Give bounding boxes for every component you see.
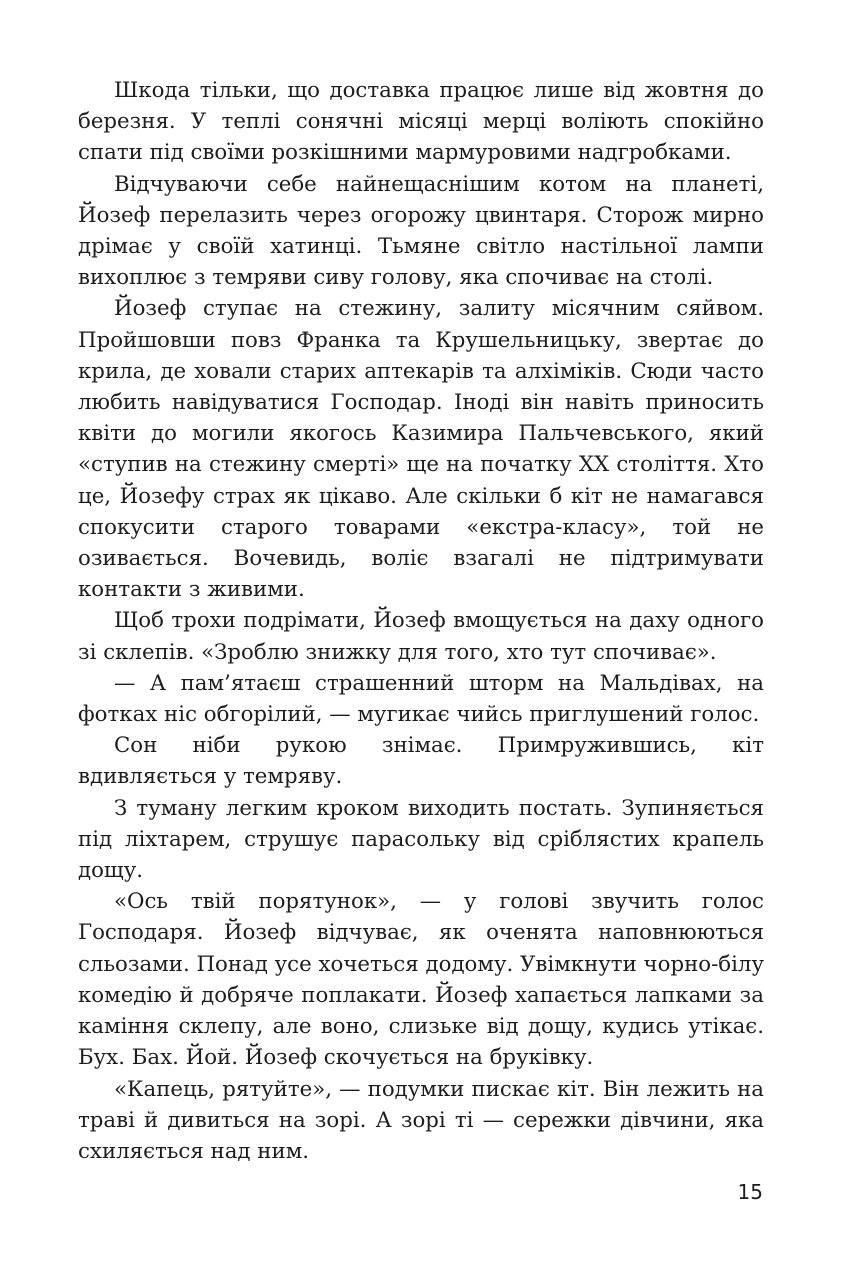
paragraph: Шкода тільки, що доставка працює лише від жовтня до березня. У теплі сонячні місяці мерці воліють спокійно спати під своїми розкішними мармуровими надгробками. (78, 78, 764, 166)
page-number: 15 (737, 1180, 763, 1204)
body-text (78, 75, 764, 1167)
paragraph: Відчуваючи себе найнещаснішим котом на планеті, Йозеф перелазить через огорожу цвинтаря. Сторож мирно дрімає у своїй хатинці. Тьмяне світло настільної лампи вихоплює з темряви сиву голову, яка спочиває на столі. (78, 171, 764, 291)
paragraph: «Ось твій порятунок», — у голові звучить голос Господаря. Йозеф відчуває, як оченята наповнюються сльозами. Понад усе хочеться додому. Увімкнути чорно-білу комедію й добряче поплакати. Йозеф хапається лапками за каміння склепу, але воно, слизьке від дощу, кудись утікає. Бух. Бах. Йой. Йозеф скочується на бруківку. (78, 889, 764, 1071)
paragraph: Щоб трохи подрімати, Йозеф вмощується на даху одного зі склепів. «Зроблю знижку для того, хто тут спочиває». (78, 608, 764, 665)
paragraph: «Капець, рятуйте», — подумки пискає кіт. Він лежить на траві й дивиться на зорі. А зорі ті — сережки дівчини, яка схиляється над ним. (78, 1076, 764, 1164)
paragraph: — А пам’ятаєш страшенний шторм на Мальдівах, на фотках ніс обгорілий, — мугикає чийсь приглушений голос. (78, 670, 764, 728)
paragraph: Сон ніби рукою знімає. Примружившись, кіт вдивляється у темряву. (78, 733, 764, 790)
paragraph: Йозеф ступає на стежину, залиту місячним сяйвом. Пройшовши повз Франка та Крушельницьку, звертає до крила, де ховали старих аптекарів та алхіміків. Сюди часто любить навідуватися Господар. Іноді він навіть приносить квіти до могили якогось Казимира Пальчевського, який «ступив на стежину смерті» ще на початку ХХ століття. Хто це, Йозефу страх як цікаво. Але скільки б кіт не намагався спокусити старого товарами «екстра-класу», той не озивається. Вочевидь, воліє взагалі не підтримувати контакти з живими. (78, 296, 764, 603)
paragraph: З туману легким кроком виходить постать. Зупиняється під ліхтарем, струшує парасольку від сріблястих крапель дощу. (78, 795, 764, 884)
